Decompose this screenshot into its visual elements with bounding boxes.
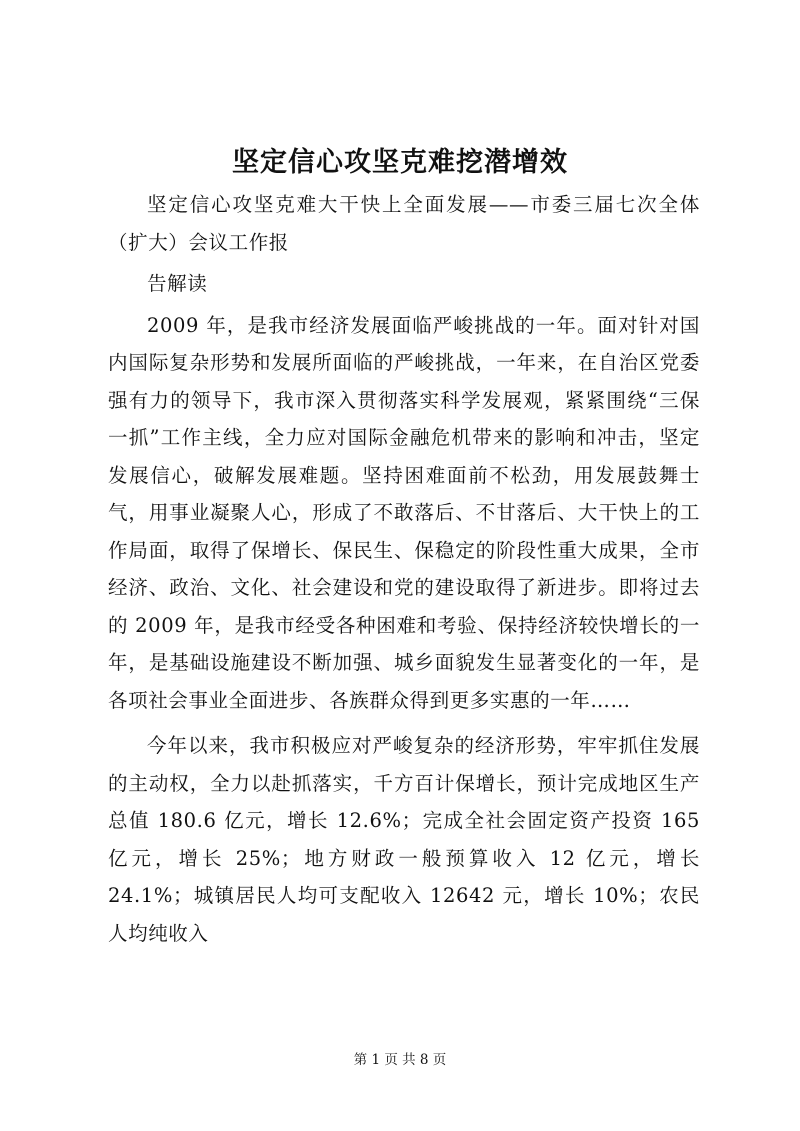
paragraph-subtitle: 坚定信心攻坚克难大干快上全面发展——市委三届七次全体（扩大）会议工作报 [108,193,700,254]
page-footer: 第 1 页 共 8 页 [353,1052,447,1068]
document-title: 坚定信心攻坚克难挖潜增效 [232,147,568,178]
paragraph-subtitle-continued: 告解读 [147,272,208,295]
paragraph-this-year: 今年以来，我市积极应对严峻复杂的经济形势，牢牢抓住发展的主动权，全力以赴抓落实，千方百计保增长，预计完成地区生产总值 180.6 亿元，增长 12.6%；完成全社会固定资产投资 165 亿元，增长 25%；地方财政一般预算收入 12 亿元，增长 24.1%；城镇居民人均可支配收入 12642 元，增长 10%；农民人均纯收入 [108,734,700,945]
paragraph-2009-review: 2009 年，是我市经济发展面临严峻挑战的一年。面对针对国内国际复杂形势和发展所面临的严峻挑战，一年来，在自治区党委强有力的领导下，我市深入贯彻落实科学发展观，紧紧围绕“三保一抓”工作主线，全力应对国际金融危机带来的影响和冲击，坚定发展信心，破解发展难题。坚持困难面前不松劲，用发展鼓舞士气，用事业凝聚人心，形成了不敢落后、不甘落后、大干快上的工作局面，取得了保增长、保民生、保稳定的阶段性重大成果，全市经济、政治、文化、社会建设和党的建设取得了新进步。即将过去的 2009 年，是我市经受各种困难和考验、保持经济较快增长的一年，是基础设施建设不断加强、城乡面貌发生显著变化的一年，是各项社会事业全面进步、各族群众得到更多实惠的一年…… [108,313,700,712]
document-body [108,186,700,952]
